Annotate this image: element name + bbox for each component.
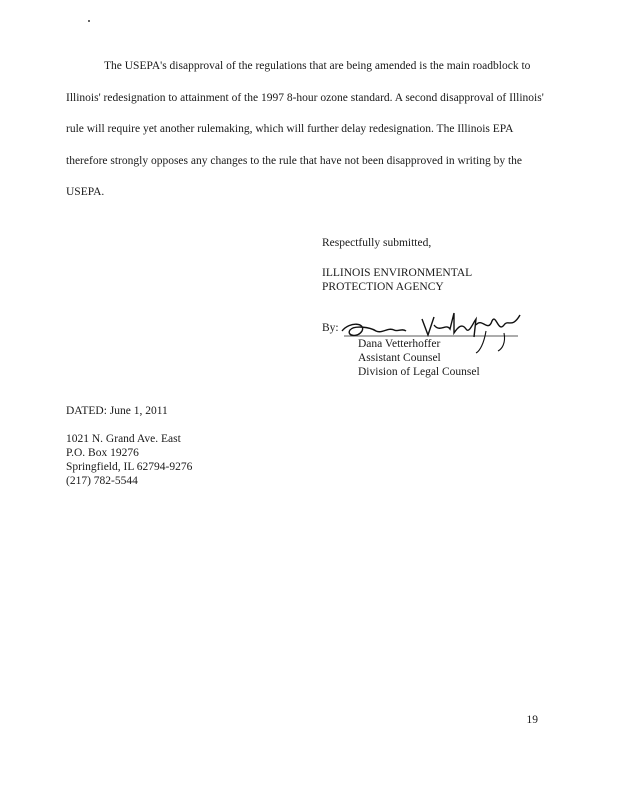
body-paragraph-text: The USEPA's disapproval of the regulations that are being amended is the main roadblock to Illinois' redesignation to attainment of the 1997 8-hour ozone standard. A second disapproval of Illinois' rule will require yet another rulemaking, which will further delay redesignation. The Illinois EPA therefore strongly opposes any changes to the rule that have not been disapproved in writing by the USEPA. — [66, 60, 544, 198]
agency-name-line1: ILLINOIS ENVIRONMENTAL — [322, 267, 473, 279]
body-paragraph — [66, 51, 546, 209]
scan-speck — [88, 20, 90, 22]
address-phone: (217) 782-5544 — [66, 475, 138, 487]
signer-division: Division of Legal Counsel — [358, 366, 480, 378]
signer-name: Dana Vetterhoffer — [358, 338, 441, 350]
agency-name-line2: PROTECTION AGENCY — [322, 281, 444, 293]
address-po-box: P.O. Box 19276 — [66, 447, 139, 459]
address-street: 1021 N. Grand Ave. East — [66, 433, 181, 445]
closing-salutation: Respectfully submitted, — [322, 237, 432, 249]
by-label: By: — [322, 322, 339, 334]
dated-line: DATED: June 1, 2011 — [66, 405, 168, 417]
page-number: 19 — [526, 714, 538, 726]
signer-title: Assistant Counsel — [358, 352, 441, 364]
address-city: Springfield, IL 62794-9276 — [66, 461, 193, 473]
